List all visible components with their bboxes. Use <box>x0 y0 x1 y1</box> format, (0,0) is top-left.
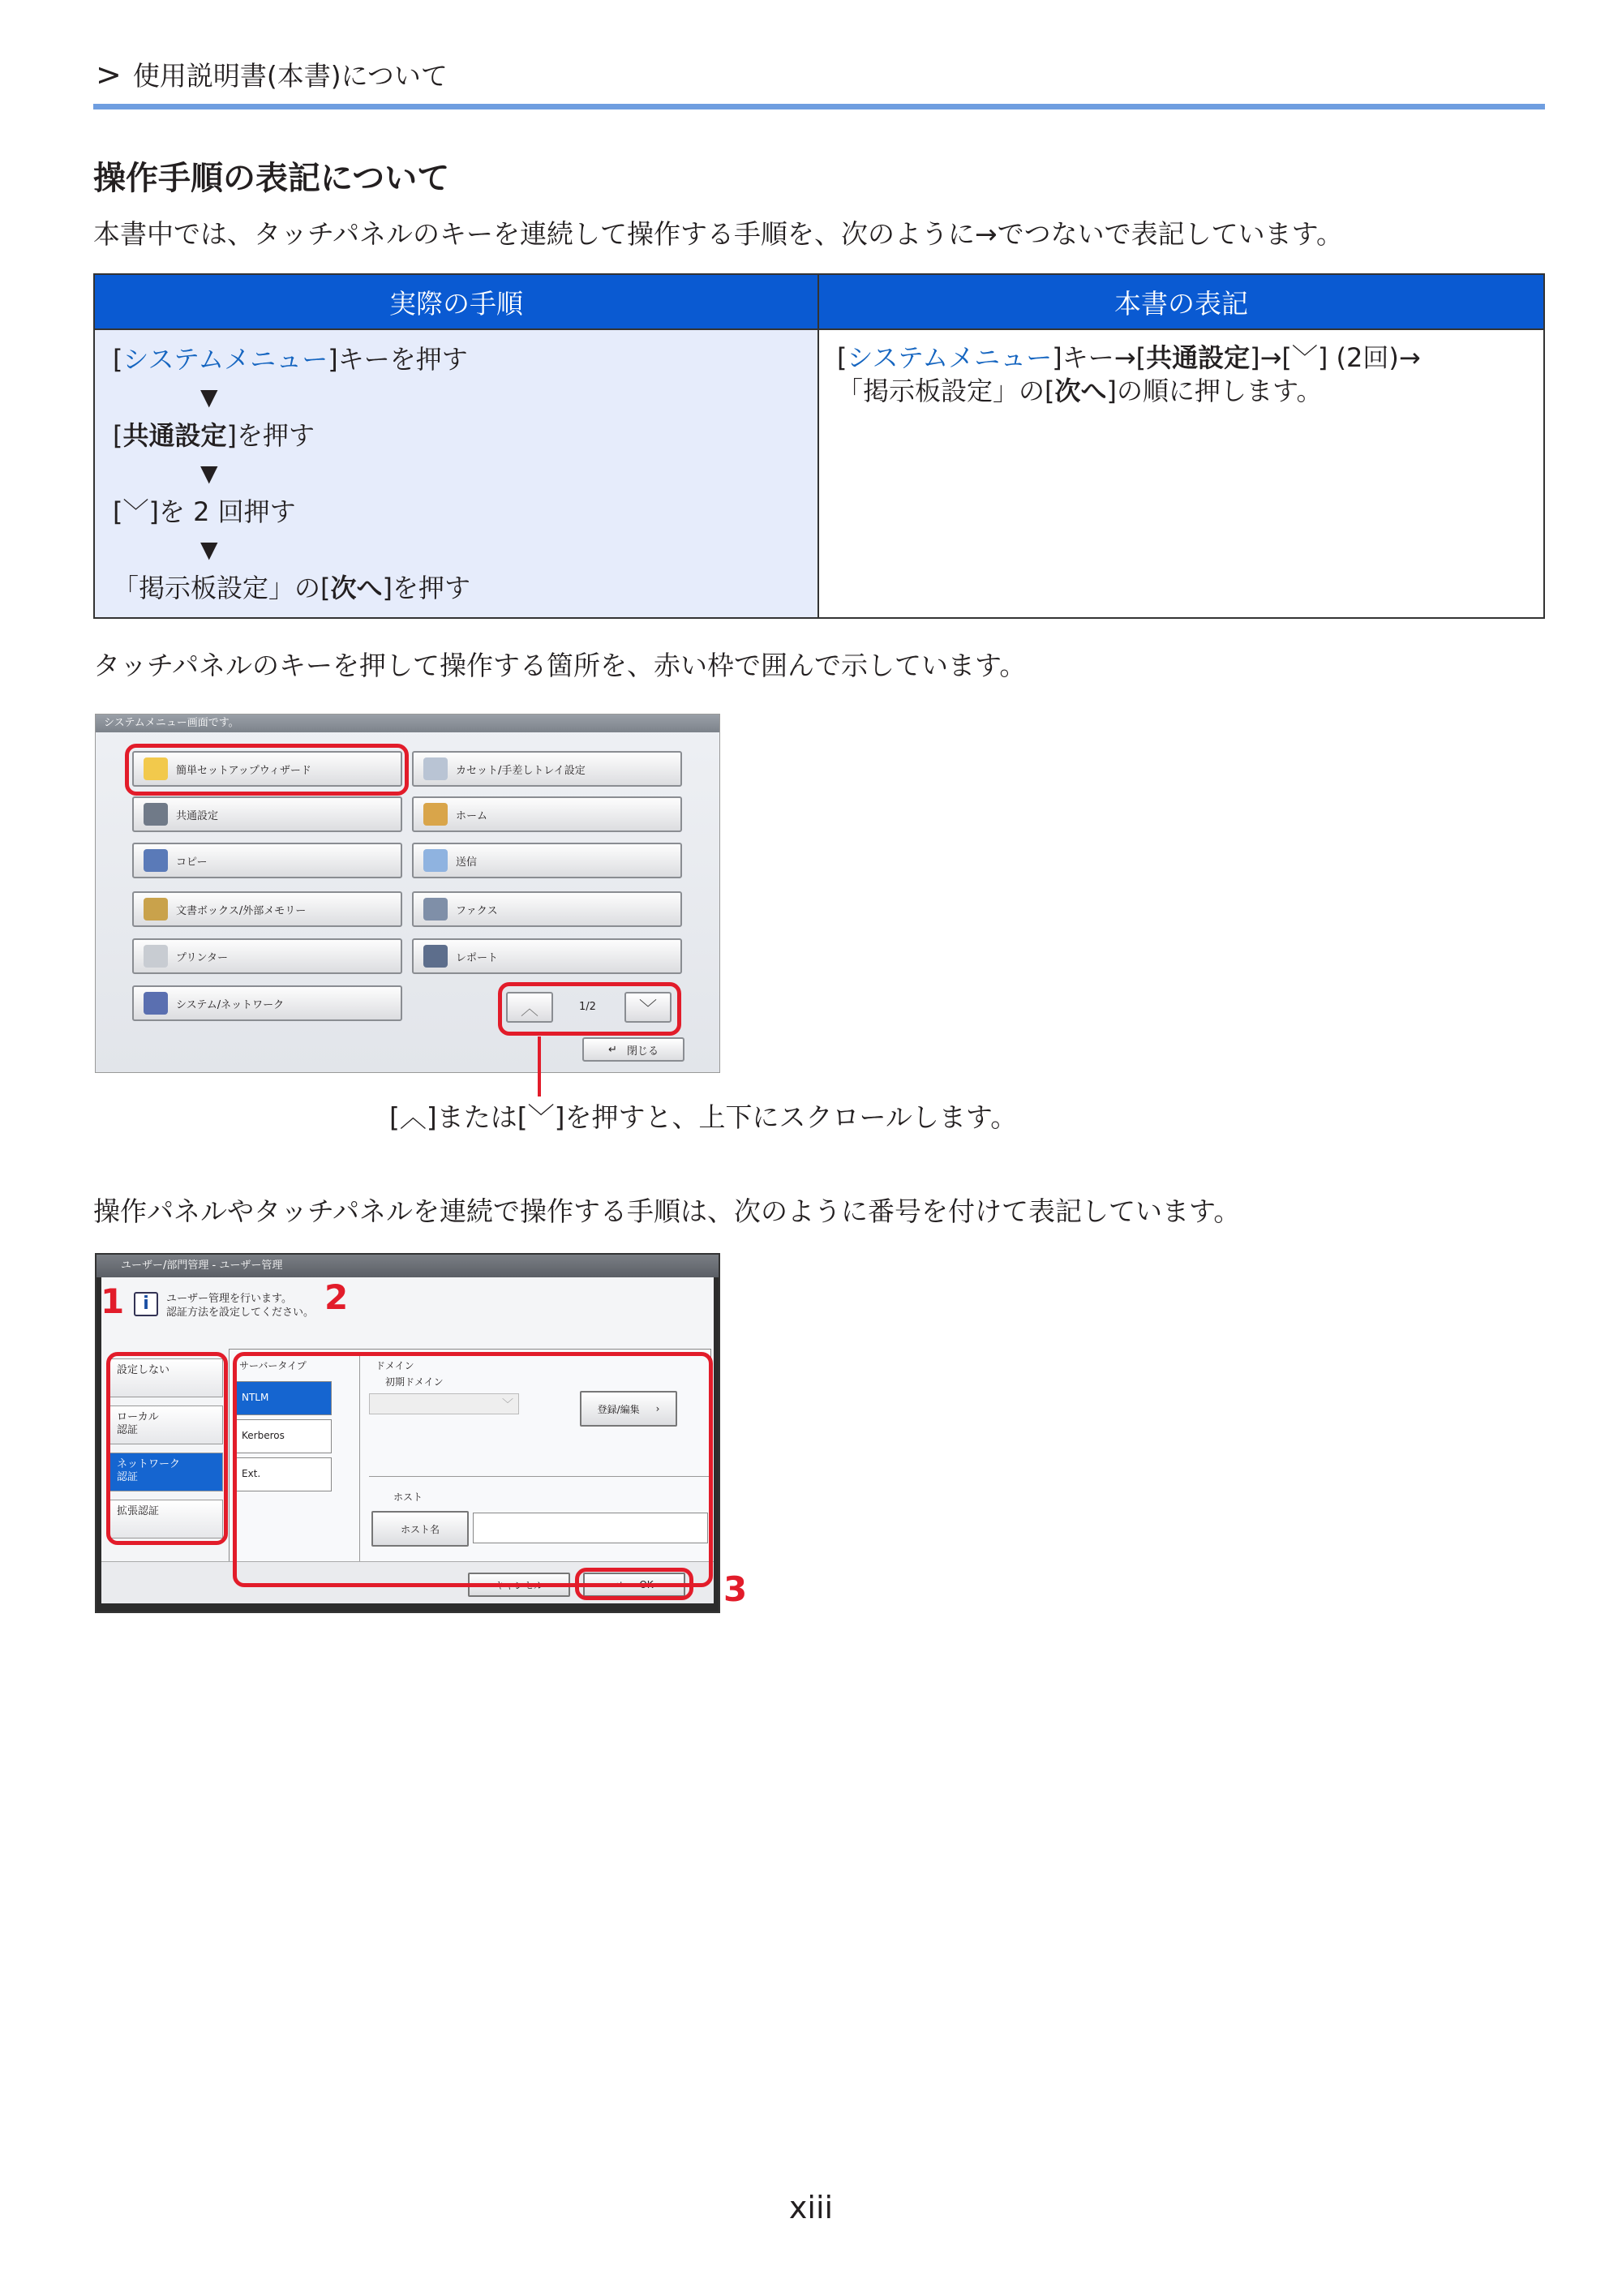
report-button[interactable]: レポート <box>412 938 682 974</box>
step-marker-2: 2 <box>324 1277 349 1317</box>
section-title: 操作手順の表記について <box>93 160 450 197</box>
highlight-frame <box>498 982 681 1036</box>
system-menu-link[interactable]: システムメニュー <box>122 344 328 375</box>
highlight-frame <box>106 1352 228 1545</box>
common-settings-button[interactable]: 共通設定 <box>132 796 402 832</box>
settings-icon <box>144 803 168 826</box>
copy-button[interactable]: コピー <box>132 843 402 878</box>
red-frame-paragraph: タッチパネルのキーを押して操作する箇所を、赤い枠で囲んで示しています。 <box>93 650 1027 681</box>
ext-button[interactable]: Ext. <box>234 1457 332 1491</box>
step-marker-1: 1 <box>101 1281 125 1321</box>
cancel-button[interactable]: キャンセル <box>468 1573 570 1597</box>
tab-no-auth[interactable]: 設定しない <box>109 1358 223 1397</box>
intro-paragraph: 本書中では、タッチパネルのキーを連続して操作する手順を、次のように→でつないで表記しています。 <box>93 218 1344 250</box>
system-menu-screenshot <box>95 714 720 1073</box>
return-icon: ↵ <box>615 1579 624 1590</box>
highlight-frame <box>575 1568 693 1600</box>
close-button[interactable]: ↵ 閉じる <box>582 1037 684 1062</box>
document-box-icon <box>144 898 168 921</box>
domain-label: ドメイン <box>375 1360 414 1371</box>
tab-extended-auth[interactable]: 拡張認証 <box>109 1500 223 1539</box>
page-indicator: 1/2 <box>579 1001 596 1013</box>
send-icon <box>423 849 448 872</box>
screen-title: ユーザー/部門管理 - ユーザー管理 <box>97 1255 719 1277</box>
page-number: xiii <box>788 2190 834 2225</box>
home-button[interactable]: ホーム <box>412 796 682 832</box>
tab-local-auth[interactable]: ローカル 認証 <box>109 1405 223 1444</box>
return-icon: ↵ <box>608 1043 617 1056</box>
step-3: [﹀]を 2 回押す <box>113 496 296 527</box>
tab-network-auth[interactable]: ネットワーク 認証 <box>109 1453 223 1491</box>
tray-icon <box>423 757 448 780</box>
step-4: 「掲示板設定」の[次へ]を押す <box>113 573 471 603</box>
chevron-right-icon: > <box>96 56 122 92</box>
quick-setup-wizard-button[interactable]: 簡単セットアップウィザード <box>132 751 402 787</box>
header-divider <box>93 104 1545 109</box>
down-triangle-icon: ▼ <box>200 460 218 487</box>
system-network-button[interactable]: システム/ネットワーク <box>132 985 402 1021</box>
down-triangle-icon: ▼ <box>200 384 218 410</box>
send-button[interactable]: 送信 <box>412 843 682 878</box>
callout-line <box>538 1036 541 1097</box>
down-triangle-icon: ▼ <box>200 536 218 563</box>
info-message: ユーザー管理を行います。 認証方法を設定してください。 <box>166 1293 315 1319</box>
highlight-frame <box>233 1352 713 1587</box>
ok-button[interactable]: ↵ OK <box>583 1573 685 1597</box>
breadcrumb-text[interactable]: 使用説明書(本書)について <box>132 60 448 92</box>
table-header-notation: 本書の表記 <box>818 274 1544 329</box>
ntlm-button[interactable]: NTLM <box>234 1381 332 1415</box>
step-marker-3: 3 <box>723 1569 748 1609</box>
host-name-button[interactable]: ホスト名 <box>371 1511 469 1547</box>
screen-title: システムメニュー画面です。 <box>96 715 719 732</box>
fax-icon <box>423 898 448 921</box>
chevron-up-icon: ︿ <box>520 998 539 1019</box>
step-1: [システムメニュー]キーを押す <box>113 344 468 375</box>
highlight-frame <box>125 744 409 796</box>
user-management-screenshot <box>95 1253 720 1613</box>
copy-icon <box>144 849 168 872</box>
screen-body <box>101 1277 714 1603</box>
chevron-down-icon: ﹀ <box>638 998 657 1019</box>
printer-button[interactable]: プリンター <box>132 938 402 974</box>
chevron-right-icon: › <box>655 1403 660 1414</box>
scroll-caption: [︿]または[﹀]を押すと、上下にスクロールします。 <box>389 1101 1018 1133</box>
kerberos-button[interactable]: Kerberos <box>234 1419 332 1453</box>
table-header-actual-steps: 実際の手順 <box>94 274 818 329</box>
notation-cell <box>818 329 1544 618</box>
document-box-button[interactable]: 文書ボックス/外部メモリー <box>132 891 402 927</box>
system-menu-link[interactable]: システムメニュー <box>847 342 1053 373</box>
cassette-tray-settings-button[interactable]: カセット/手差しトレイ設定 <box>412 751 682 787</box>
network-icon <box>144 992 168 1015</box>
host-label: ホスト <box>393 1491 423 1503</box>
report-icon <box>423 945 448 968</box>
actual-steps-cell <box>94 329 818 618</box>
notation-line-2: 「掲示板設定」の[次へ]の順に押します。 <box>837 376 1323 406</box>
register-edit-button[interactable]: 登録/編集 › <box>580 1391 677 1427</box>
printer-icon <box>144 945 168 968</box>
initial-domain-label: 初期ドメイン <box>385 1376 444 1388</box>
fax-button[interactable]: ファクス <box>412 891 682 927</box>
chevron-down-icon: ﹀ <box>502 1398 513 1411</box>
info-icon: i <box>134 1292 158 1316</box>
server-type-label: サーバータイプ <box>239 1360 307 1371</box>
notation-line-1: [システムメニュー]キー→[共通設定]→[﹀] (2回)→ <box>837 342 1421 373</box>
numbered-steps-paragraph: 操作パネルやタッチパネルを連続で操作する手順は、次のように番号を付けて表記しています。 <box>93 1195 1241 1227</box>
breadcrumb <box>96 55 448 93</box>
home-icon <box>423 803 448 826</box>
procedure-table <box>93 273 1545 619</box>
step-2: [共通設定]を押す <box>113 420 315 451</box>
